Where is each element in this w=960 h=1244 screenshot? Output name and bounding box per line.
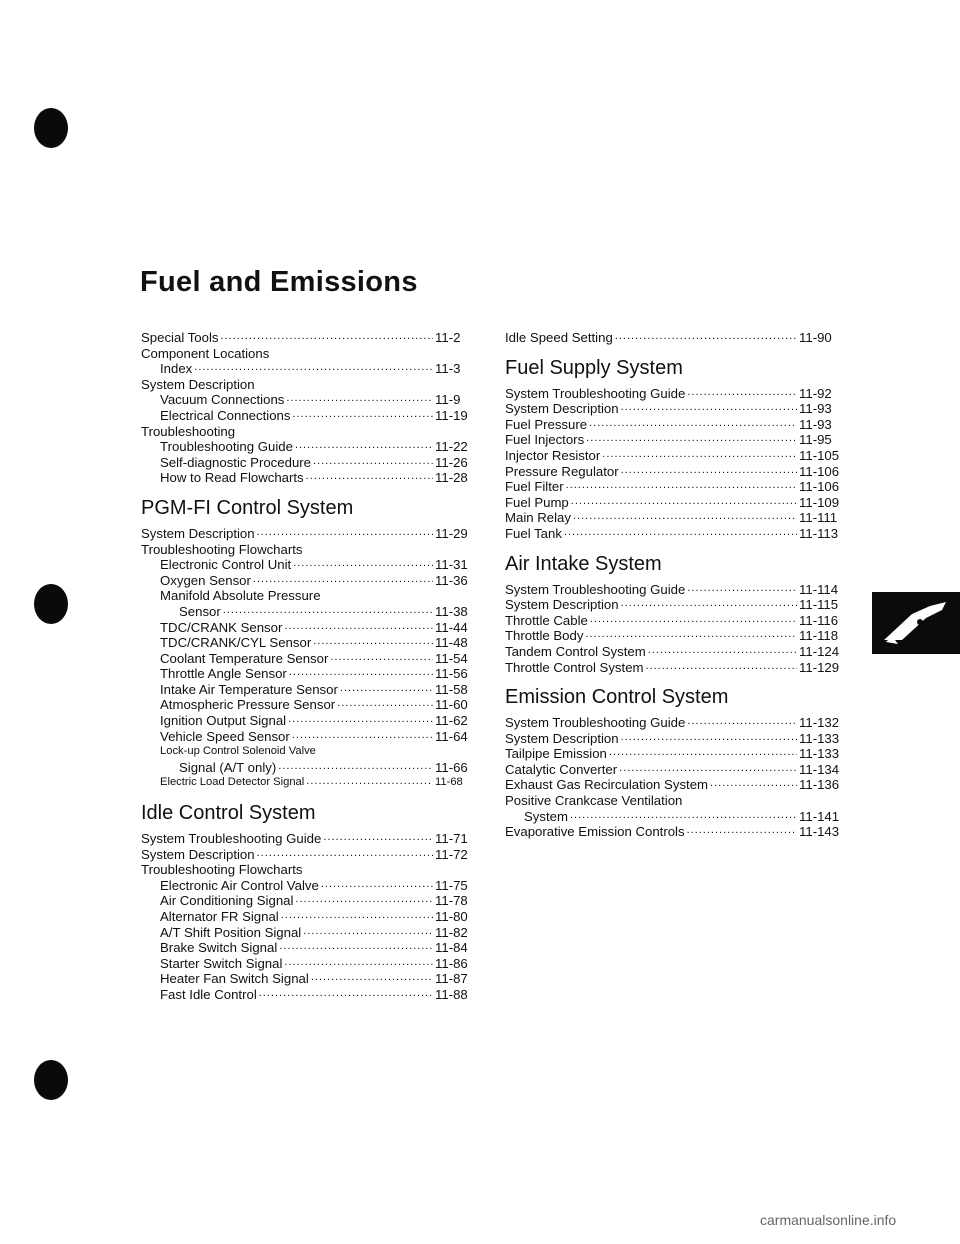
toc-group-label: Positive Crankcase Ventilation <box>505 793 683 809</box>
section-tab-icon <box>872 592 960 654</box>
toc-entry[interactable] <box>505 731 845 747</box>
toc-page-number: 11-71 <box>435 831 468 847</box>
toc-entry-title: Throttle Control System <box>505 659 644 675</box>
dot-leader <box>295 439 433 455</box>
toc-entry[interactable] <box>505 746 845 762</box>
toc-entry-title: Throttle Cable <box>505 612 588 628</box>
toc-page-number: 11-9 <box>435 392 461 408</box>
toc-page-number: 11-109 <box>799 494 840 510</box>
toc-entry-title: Tandem Control System <box>505 643 646 659</box>
dot-leader <box>564 526 797 542</box>
toc-group-label: Component Locations <box>141 345 270 361</box>
dot-leader <box>313 455 433 471</box>
dot-leader <box>303 925 433 941</box>
section-heading-idle-control: Idle Control System <box>141 802 316 825</box>
toc-group-label: System Description <box>141 376 255 392</box>
toc-entry-title: Coolant Temperature Sensor <box>160 650 329 666</box>
toc-entry-title: Sensor <box>179 603 221 619</box>
toc-group-label: Manifold Absolute Pressure <box>160 588 321 604</box>
dot-leader <box>337 697 433 713</box>
toc-page-number: 11-62 <box>435 713 468 729</box>
dot-leader <box>284 956 433 972</box>
toc-entry[interactable] <box>505 809 845 825</box>
toc-entry-title: Ignition Output Signal <box>160 713 287 729</box>
toc-entry[interactable] <box>141 775 481 791</box>
toc-entry[interactable] <box>141 604 481 620</box>
toc-entry-title: TDC/CRANK Sensor <box>160 619 283 635</box>
toc-page-number: 11-19 <box>435 407 468 423</box>
toc-entry[interactable] <box>141 682 481 698</box>
toc-page-number: 11-78 <box>435 893 468 909</box>
toc-page-number: 11-88 <box>435 986 468 1002</box>
dot-leader <box>570 809 797 825</box>
dot-leader <box>253 573 433 589</box>
toc-page-number: 11-87 <box>435 971 468 987</box>
dot-leader <box>687 582 797 598</box>
dot-leader <box>323 831 433 847</box>
toc-entry-title: Index <box>160 361 193 377</box>
dot-leader <box>609 746 797 762</box>
toc-entry[interactable] <box>141 361 481 377</box>
toc-entry[interactable] <box>141 971 481 987</box>
binder-hole <box>34 1060 68 1100</box>
toc-entry-title: Electric Load Detector Signal <box>160 776 305 789</box>
dot-leader <box>321 878 433 894</box>
dot-leader <box>279 940 433 956</box>
toc-page-number: 11-105 <box>799 447 840 463</box>
toc-top-list <box>505 330 845 346</box>
toc-entry-title: Fuel Injectors <box>505 432 585 448</box>
toc-entry-title: Self-diagnostic Procedure <box>160 454 312 470</box>
toc-entry-title: Idle Speed Setting <box>505 330 613 345</box>
toc-page-number: 11-124 <box>799 643 840 659</box>
toc-entry[interactable] <box>505 448 845 464</box>
toc-page-number: 11-36 <box>435 572 468 588</box>
toc-page-number: 11-22 <box>435 439 468 455</box>
toc-entry-title: Atmospheric Pressure Sensor <box>160 697 336 713</box>
toc-entry-title: System Troubleshooting Guide <box>505 581 686 597</box>
toc-entry-title: Intake Air Temperature Sensor <box>160 681 338 697</box>
toc-entry[interactable] <box>141 651 481 667</box>
toc-entry-title: Electronic Air Control Valve <box>160 877 319 893</box>
toc-entry-title: Heater Fan Switch Signal <box>160 971 309 987</box>
toc-page-number: 11-133 <box>799 746 840 762</box>
toc-entry[interactable] <box>141 635 481 651</box>
toc-entry-title: Brake Switch Signal <box>160 940 278 956</box>
toc-page-number: 11-75 <box>435 877 468 893</box>
toc-entry-title: Throttle Body <box>505 628 584 644</box>
page-title: Fuel and Emissions <box>140 266 418 298</box>
dot-leader <box>278 760 433 776</box>
toc-entry[interactable] <box>505 597 845 613</box>
toc-entry[interactable] <box>505 401 845 417</box>
toc-page-number: 11-114 <box>799 581 839 597</box>
toc-entry[interactable] <box>141 831 481 847</box>
toc-entry-title: Fuel Pressure <box>505 416 588 432</box>
dot-leader <box>220 330 433 346</box>
dot-leader <box>259 987 433 1003</box>
toc-idle-list <box>141 831 481 1003</box>
dot-leader <box>646 660 797 676</box>
toc-page-number: 11-136 <box>799 777 840 793</box>
toc-entry[interactable] <box>505 526 845 542</box>
toc-page-number: 11-38 <box>435 603 468 619</box>
toc-page-number: 11-93 <box>799 416 832 432</box>
dot-leader <box>257 847 433 863</box>
toc-entry[interactable] <box>141 713 481 729</box>
toc-page-number: 11-60 <box>435 697 468 713</box>
dot-leader <box>615 330 797 346</box>
toc-fuel-list <box>505 386 845 542</box>
toc-page-number: 11-106 <box>799 463 840 479</box>
toc-entry[interactable] <box>505 762 845 778</box>
dot-leader <box>284 620 433 636</box>
toc-entry-title: Fuel Pump <box>505 494 569 510</box>
dot-leader <box>223 604 433 620</box>
dot-leader <box>687 824 797 840</box>
toc-entry-title: System Description <box>505 401 619 417</box>
dot-leader <box>313 635 433 651</box>
toc-entry-title: A/T Shift Position Signal <box>160 924 302 940</box>
dot-leader <box>710 777 797 793</box>
toc-page-number: 11-68 <box>435 776 463 789</box>
toc-page-number: 11-116 <box>799 612 839 628</box>
dot-leader <box>586 432 797 448</box>
toc-entry-title: Troubleshooting Guide <box>160 439 293 455</box>
toc-entry[interactable] <box>141 392 481 408</box>
toc-page-number: 11-90 <box>799 330 832 345</box>
dot-leader <box>619 762 797 778</box>
toc-entry[interactable] <box>505 777 845 793</box>
toc-entry[interactable] <box>141 729 481 745</box>
dot-leader <box>602 448 797 464</box>
toc-entry[interactable] <box>141 697 481 713</box>
toc-page-number: 11-111 <box>799 510 838 526</box>
toc-page-number: 11-54 <box>435 650 468 666</box>
dot-leader <box>589 417 797 433</box>
toc-left-column <box>141 330 481 1003</box>
toc-entry-title: TDC/CRANK/CYL Sensor <box>160 635 312 651</box>
section-heading-air-intake: Air Intake System <box>505 552 662 575</box>
dot-leader <box>306 775 433 791</box>
toc-entry[interactable] <box>505 464 845 480</box>
toc-page-number: 11-141 <box>799 808 840 824</box>
binder-hole <box>34 584 68 624</box>
toc-entry[interactable] <box>505 824 845 840</box>
toc-entry[interactable] <box>141 878 481 894</box>
dot-leader <box>292 408 433 424</box>
dot-leader <box>687 715 797 731</box>
toc-page-number: 11-93 <box>799 401 832 417</box>
toc-group-label: Lock-up Control Solenoid Valve <box>160 745 316 758</box>
toc-page-number: 11-48 <box>435 635 468 651</box>
toc-page-number: 11-113 <box>799 525 839 541</box>
toc-entry[interactable] <box>505 715 845 731</box>
toc-page-number: 11-29 <box>435 525 468 541</box>
toc-entry[interactable] <box>141 573 481 589</box>
dot-leader <box>289 666 433 682</box>
toc-page-number: 11-84 <box>435 940 468 956</box>
dot-leader <box>288 713 433 729</box>
toc-pgm-list <box>141 526 481 791</box>
toc-entry[interactable] <box>141 847 481 863</box>
dot-leader <box>585 628 797 644</box>
toc-entry[interactable] <box>141 557 481 573</box>
toc-entry[interactable] <box>505 628 845 644</box>
toc-page-number: 11-132 <box>799 715 840 731</box>
toc-entry[interactable] <box>505 613 845 629</box>
toc-page-number: 11-129 <box>799 659 840 675</box>
dot-leader <box>566 479 797 495</box>
toc-page-number: 11-2 <box>435 330 461 345</box>
toc-entry[interactable] <box>505 495 845 511</box>
toc-page-number: 11-106 <box>799 479 840 495</box>
toc-group-label: Troubleshooting Flowcharts <box>141 541 303 557</box>
dot-leader <box>330 651 433 667</box>
toc-entry[interactable] <box>141 330 481 346</box>
toc-entry-title: Signal (A/T only) <box>179 759 277 775</box>
toc-entry[interactable] <box>505 386 845 402</box>
dot-leader <box>571 495 797 511</box>
dot-leader <box>573 510 797 526</box>
dot-leader <box>292 729 433 745</box>
dot-leader <box>590 613 797 629</box>
toc-page-number: 11-92 <box>799 385 832 401</box>
dot-leader <box>340 682 433 698</box>
toc-entry[interactable] <box>141 987 481 1003</box>
toc-page-number: 11-133 <box>799 730 840 746</box>
toc-entry[interactable] <box>141 470 481 486</box>
section-heading-emission-control: Emission Control System <box>505 686 729 709</box>
toc-page-number: 11-64 <box>435 728 468 744</box>
toc-entry[interactable] <box>141 956 481 972</box>
toc-entry-title: Air Conditioning Signal <box>160 893 294 909</box>
toc-entry-title: System Troubleshooting Guide <box>141 831 322 847</box>
toc-entry-title: Fast Idle Control <box>160 986 257 1002</box>
dot-leader <box>621 597 797 613</box>
toc-entry[interactable] <box>505 660 845 676</box>
dot-leader <box>281 909 433 925</box>
toc-entry[interactable] <box>141 909 481 925</box>
toc-group-label: Troubleshooting Flowcharts <box>141 862 303 878</box>
toc-right-column <box>505 330 845 840</box>
toc-entry-title: System Troubleshooting Guide <box>505 715 686 731</box>
toc-entry[interactable] <box>141 620 481 636</box>
toc-page-number: 11-56 <box>435 666 468 682</box>
dot-leader <box>621 464 797 480</box>
toc-entry-title: Alternator FR Signal <box>160 909 279 924</box>
dot-leader <box>306 470 433 486</box>
toc-entry-title: Electrical Connections <box>160 407 291 423</box>
toc-entry-title: System Description <box>141 525 255 541</box>
toc-entry-title: System <box>524 808 568 824</box>
dot-leader <box>687 386 797 402</box>
toc-entry-title: Fuel Tank <box>505 525 562 541</box>
dot-leader <box>286 392 433 408</box>
toc-entry[interactable] <box>505 479 845 495</box>
toc-page-number: 11-80 <box>435 909 468 924</box>
toc-entry-title: Oxygen Sensor <box>160 572 251 588</box>
toc-entry[interactable] <box>505 510 845 526</box>
toc-entry-title: Tailpipe Emission <box>505 746 607 762</box>
toc-page-number: 11-72 <box>435 846 468 862</box>
toc-page-number: 11-115 <box>799 597 839 613</box>
toc-entry-title: System Troubleshooting Guide <box>505 385 686 401</box>
dot-leader <box>311 971 433 987</box>
toc-entry[interactable] <box>505 432 845 448</box>
toc-page-number: 11-31 <box>435 557 468 573</box>
toc-entry-title: Main Relay <box>505 510 571 526</box>
toc-page-number: 11-95 <box>799 432 832 448</box>
toc-entry[interactable] <box>505 582 845 598</box>
toc-page-number: 11-82 <box>435 924 468 940</box>
toc-entry-title: System Description <box>505 730 619 746</box>
toc-page-number: 11-3 <box>435 361 461 377</box>
dot-leader <box>194 361 433 377</box>
toc-page-number: 11-58 <box>435 681 468 697</box>
toc-entry[interactable] <box>141 666 481 682</box>
toc-entry-title: Starter Switch Signal <box>160 955 283 971</box>
toc-entry[interactable] <box>141 439 481 455</box>
toc-page-number: 11-26 <box>435 454 468 470</box>
dot-leader <box>293 557 433 573</box>
toc-entry-title: Fuel Filter <box>505 479 564 495</box>
toc-entry[interactable] <box>505 644 845 660</box>
toc-entry[interactable] <box>505 330 845 346</box>
dot-leader <box>648 644 797 660</box>
toc-entry-title: System Description <box>505 597 619 613</box>
toc-entry[interactable] <box>141 893 481 909</box>
toc-entry[interactable] <box>141 925 481 941</box>
toc-entry-title: Electronic Control Unit <box>160 557 292 573</box>
toc-entry-title: Throttle Angle Sensor <box>160 666 287 682</box>
dot-leader <box>621 401 797 417</box>
toc-page-number: 11-143 <box>799 824 840 840</box>
toc-air-list <box>505 582 845 676</box>
toc-entry-title: Vacuum Connections <box>160 392 285 408</box>
toc-entry[interactable] <box>141 760 481 776</box>
toc-page-number: 11-66 <box>435 759 468 775</box>
toc-entry-title: Injector Resistor <box>505 447 601 463</box>
toc-entry-title: Pressure Regulator <box>505 463 619 479</box>
toc-entry-title: Catalytic Converter <box>505 761 618 777</box>
toc-entry-title: Exhaust Gas Recirculation System <box>505 777 709 793</box>
binder-hole <box>34 108 68 148</box>
toc-entry[interactable] <box>141 940 481 956</box>
toc-page-number: 11-86 <box>435 955 468 971</box>
toc-entry-title: Evaporative Emission Controls <box>505 824 685 840</box>
toc-emission-list <box>505 715 845 840</box>
toc-page-number: 11-118 <box>799 628 839 644</box>
toc-general-list <box>141 330 481 486</box>
toc-entry-title: Vehicle Speed Sensor <box>160 728 290 744</box>
toc-entry-title: Special Tools <box>141 330 219 345</box>
toc-group-label: Troubleshooting <box>141 423 236 439</box>
toc-entry[interactable] <box>141 455 481 471</box>
dot-leader <box>621 731 797 747</box>
toc-page-number: 11-134 <box>799 761 840 777</box>
toc-entry-title: How to Read Flowcharts <box>160 470 304 486</box>
toc-entry[interactable] <box>505 417 845 433</box>
toc-entry-title: System Description <box>141 846 255 862</box>
toc-entry[interactable] <box>141 408 481 424</box>
dot-leader <box>257 526 433 542</box>
section-heading-pgm-fi: PGM-FI Control System <box>141 496 354 519</box>
dot-leader <box>295 893 433 909</box>
toc-page-number: 11-28 <box>435 470 468 486</box>
toc-entry[interactable] <box>141 526 481 542</box>
toc-page-number: 11-44 <box>435 619 468 635</box>
watermark: carmanualsonline.info <box>760 1212 897 1228</box>
section-heading-fuel-supply: Fuel Supply System <box>505 356 683 379</box>
